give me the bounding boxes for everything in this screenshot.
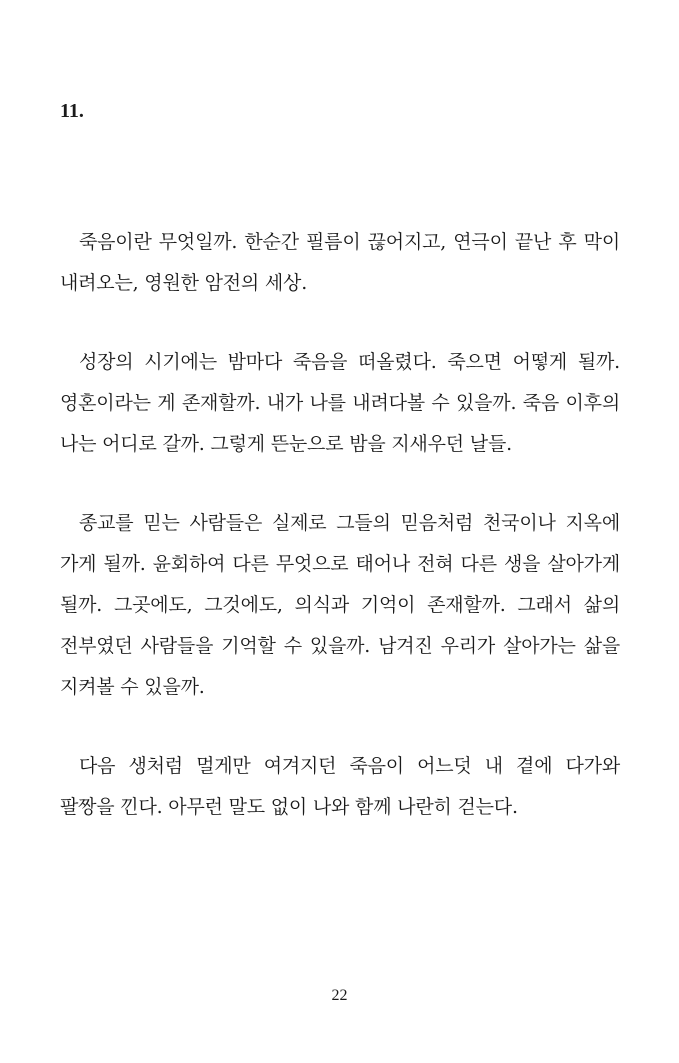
paragraph-3: 종교를 믿는 사람들은 실제로 그들의 믿음처럼 천국이나 지옥에 가게 될까. 윤회하여 다른 무엇으로 태어나 전혀 다른 생을 살아가게 될까. 그곳에도, 그것에도, 의식과 기억이 존재할까. 그래서 삶의 전부였던 사람들을 기억할 수 있을까. 남겨진 우리가 살아가는 삶을 지켜볼 수 있을까. xyxy=(60,512,620,698)
body-text xyxy=(60,222,620,866)
chapter-number: 11. xyxy=(60,100,84,122)
paragraph-4: 다음 생처럼 멀게만 여겨지던 죽음이 어느덧 내 곁에 다가와 팔짱을 낀다. 아무런 말도 없이 나와 함께 나란히 걷는다. xyxy=(60,755,620,818)
paragraph-1: 죽음이란 무엇일까. 한순간 필름이 끊어지고, 연극이 끝난 후 막이 내려오는, 영원한 암전의 세상. xyxy=(60,231,620,294)
paragraph-2: 성장의 시기에는 밤마다 죽음을 떠올렸다. 죽으면 어떻게 될까. 영혼이라는 게 존재할까. 내가 나를 내려다볼 수 있을까. 죽음 이후의 나는 어디로 갈까. 그렇게 뜬눈으로 밤을 지새우던 날들. xyxy=(60,351,620,455)
page-number: 22 xyxy=(331,987,348,1004)
